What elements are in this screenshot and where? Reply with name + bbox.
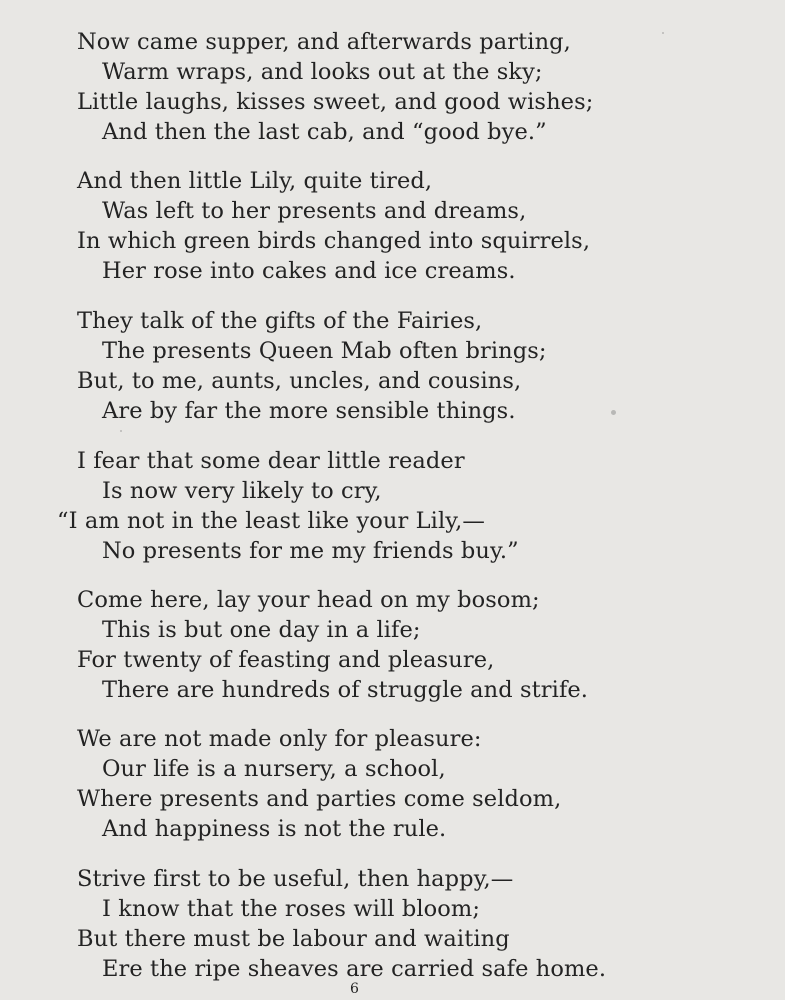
paper-speck <box>120 430 122 432</box>
paper-speck <box>662 32 664 34</box>
poem-line: But there must be labour and waiting <box>77 926 510 952</box>
poem-line: Our life is a nursery, a school, <box>102 756 446 782</box>
poem-line: There are hundreds of struggle and strife. <box>102 677 589 703</box>
poem-line: They talk of the gifts of the Fairies, <box>77 308 483 334</box>
poem-line: Are by far the more sensible things. <box>102 398 516 424</box>
poem-line: Is now very likely to cry, <box>102 478 382 504</box>
poem-line: In which green birds changed into squirrels, <box>77 228 591 254</box>
poem-line: Was left to her presents and dreams, <box>102 198 527 224</box>
poem-line: Her rose into cakes and ice creams. <box>102 258 516 284</box>
poem-line: I fear that some dear little reader <box>77 448 465 474</box>
poem-line: And then the last cab, and “good bye.” <box>102 119 547 145</box>
poem-line: Little laughs, kisses sweet, and good wishes; <box>77 89 594 115</box>
poem-line: Ere the ripe sheaves are carried safe home. <box>102 956 607 982</box>
paper-speck <box>611 410 616 415</box>
poem-line: Now came supper, and afterwards parting, <box>77 29 571 55</box>
poem-line: No presents for me my friends buy.” <box>102 538 519 564</box>
poem-line: And then little Lily, quite tired, <box>77 168 433 194</box>
poem-line: Where presents and parties come seldom, <box>77 786 562 812</box>
poem-line: “I am not in the least like your Lily,— <box>57 508 485 534</box>
poem-line: Strive first to be useful, then happy,— <box>77 866 514 892</box>
poem-line: Come here, lay your head on my bosom; <box>77 587 540 613</box>
poem-line: The presents Queen Mab often brings; <box>102 338 547 364</box>
poem-line: But, to me, aunts, uncles, and cousins, <box>77 368 522 394</box>
poem-line: For twenty of feasting and pleasure, <box>77 647 495 673</box>
poem-line: This is but one day in a life; <box>102 617 421 643</box>
page-number: 6 <box>350 981 359 997</box>
poem-line: Warm wraps, and looks out at the sky; <box>102 59 543 85</box>
poem-line: I know that the roses will bloom; <box>102 896 481 922</box>
poem-line: And happiness is not the rule. <box>102 816 447 842</box>
poem-line: We are not made only for pleasure: <box>77 726 482 752</box>
